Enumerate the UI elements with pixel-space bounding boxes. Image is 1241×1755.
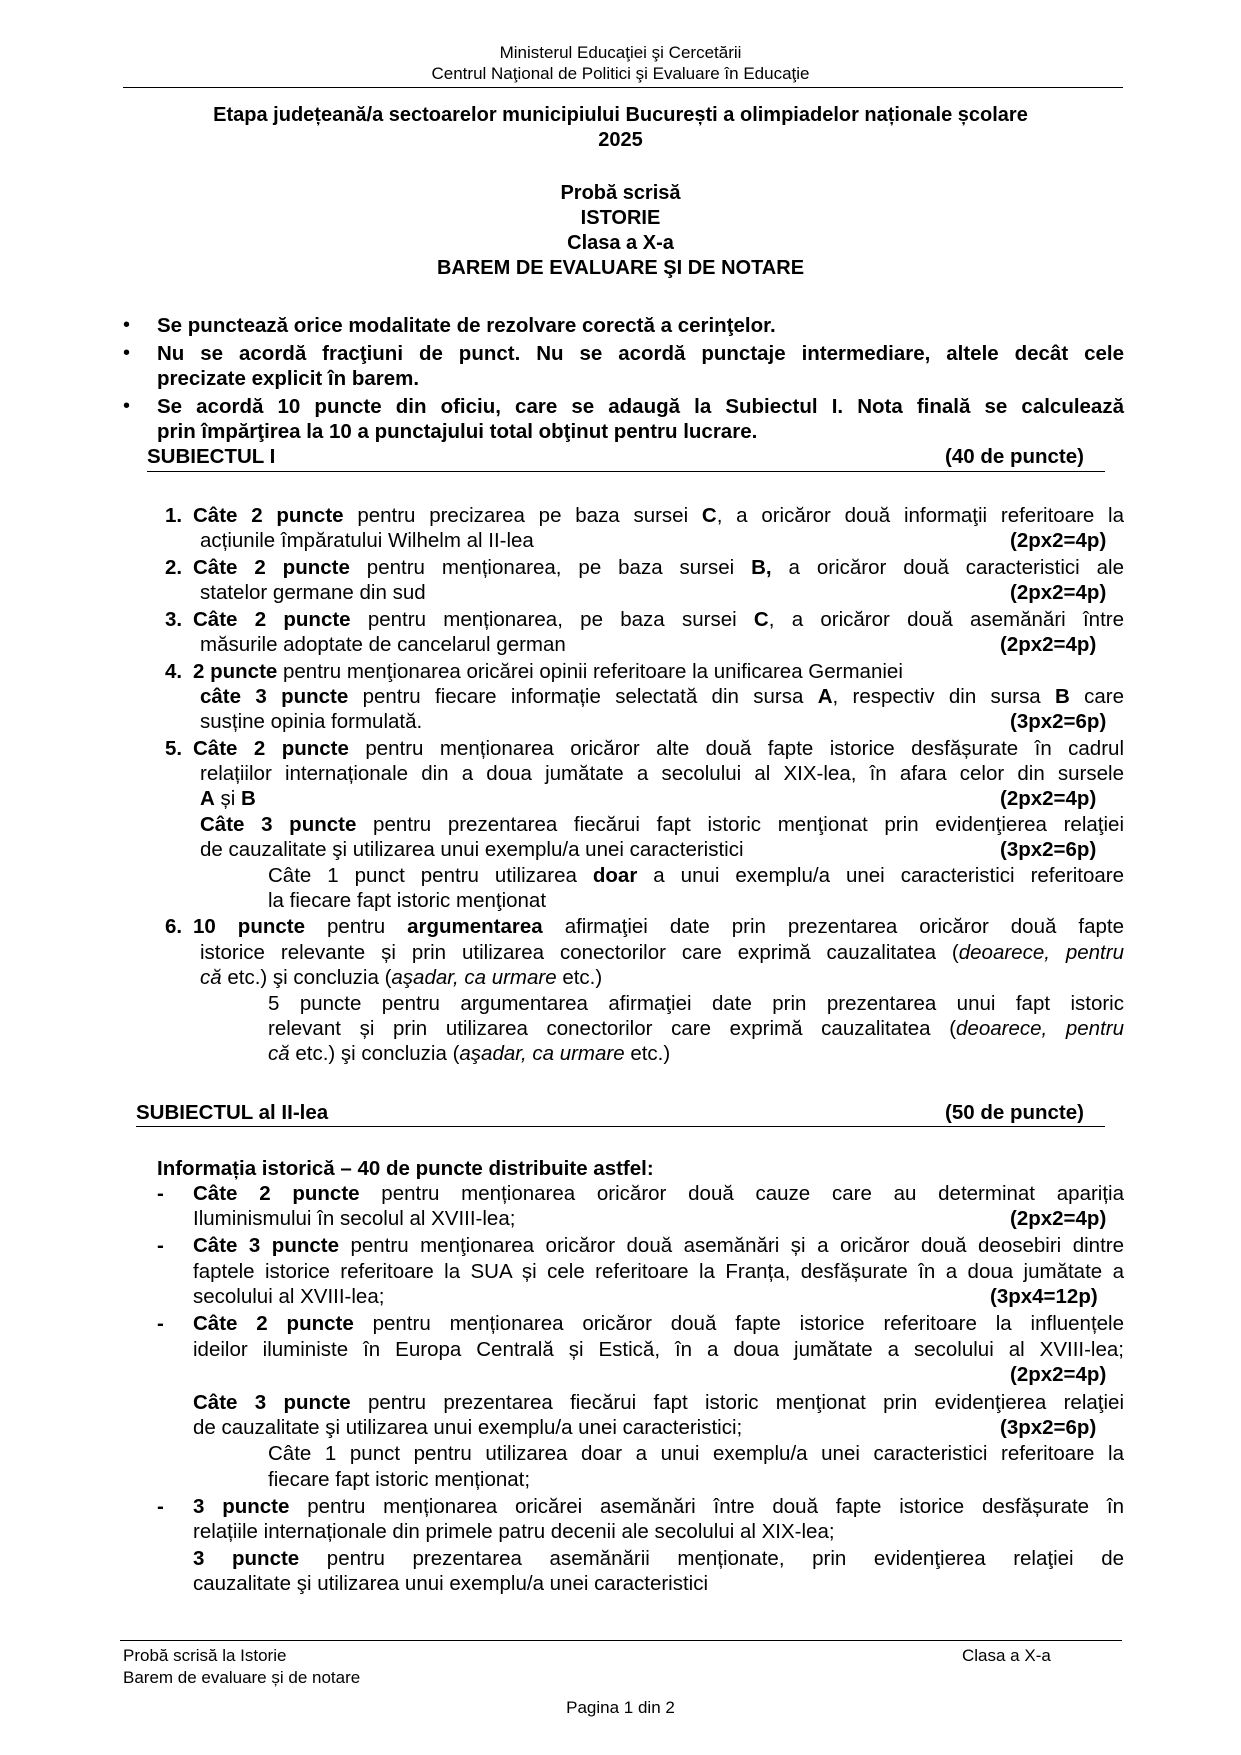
rule-2-line2: precizate explicit în barem. (157, 367, 420, 390)
s2-d3-score-1: (2px2=4p) (1010, 1363, 1107, 1386)
item-3-line2: măsurile adoptate de cancelarul german (200, 633, 566, 656)
s1-underline (147, 471, 1105, 472)
stage-title-line2: 2025 (598, 129, 643, 151)
center-name: Centrul Naţional de Politici şi Evaluare în Educaţie (431, 64, 810, 83)
s2-d4-line4: cauzalitate şi utilizarea unui exemplu/a unei caracteristici (193, 1572, 709, 1595)
item-5-line4: Câte 3 puncte pentru prezentarea fiecărui fapt istoric menţionat prin evidenţierea relaţiei (200, 813, 1124, 836)
item-2-score: (2px2=4p) (1010, 581, 1107, 604)
item-1-line2: acțiunile împăratului Wilhelm al II-lea (200, 529, 534, 552)
item-2-line1: Câte 2 puncte pentru menționarea, pe baza sursei B, a oricăror două caracteristici ale (193, 556, 1124, 579)
s2-d3-sub-line1: Câte 1 punct pentru utilizarea doar a unui exemplu/a unei caracteristici referitoare la (268, 1442, 1124, 1465)
s2-d3-line4: Câte 3 puncte pentru prezentarea fiecărui fapt istoric menţionat prin evidenţierea relaţiei (193, 1391, 1124, 1414)
rule-3-line2: prin împărţirea la 10 a punctajului total obţinut pentru lucrare. (157, 420, 758, 443)
rule-1: Se punctează orice modalitate de rezolvare corectă a cerinţelor. (157, 314, 776, 337)
barem-title: BAREM DE EVALUARE ŞI DE NOTARE (436, 257, 805, 279)
bullet-2: • (123, 342, 131, 364)
item-4-score: (3px2=6p) (1010, 710, 1107, 733)
item-6-line3: că etc.) şi concluzia (aşadar, ca urmare etc.) (200, 966, 603, 989)
item-5-sub-line1: Câte 1 punct pentru utilizarea doar a unui exemplu/a unei caracteristici referitoare (268, 864, 1125, 887)
item-6-sub-line1: 5 puncte pentru argumentarea afirmaţiei date prin prezentarea unui fapt istoric (268, 992, 1124, 1015)
s2-d4-line1: 3 puncte pentru menționarea oricărei asemănări între două fapte istorice desfășurate în (193, 1495, 1124, 1518)
item-5-score-1: (2px2=4p) (1000, 787, 1097, 810)
stage-title-line1: Etapa județeană/a sectoarelor municipiului București a olimpiadelor naționale școlare (213, 104, 1028, 126)
item-5-sub-line2: la fiecare fapt istoric menţionat (268, 889, 547, 912)
s2-intro: Informația istorică – 40 de puncte distribuite astfel: (157, 1157, 654, 1180)
subject-name: ISTORIE (580, 207, 661, 229)
s2-underline (136, 1126, 1105, 1127)
s2-d3-sub-line2: fiecare fapt istoric menționat; (268, 1468, 531, 1491)
page-number: Pagina 1 din 2 (566, 1698, 675, 1717)
s2-d4-line3: 3 puncte pentru prezentarea asemănării menționate, prin evidenţierea relaţiei de (193, 1547, 1124, 1570)
rule-3-line1: Se acordă 10 puncte din oficiu, care se adaugă la Subiectul I. Nota finală se calculează (157, 395, 1124, 418)
item-6-line2: istorice relevante și prin utilizarea conectorilor care exprimă cauzalitatea (deoarece, pentru (200, 941, 1124, 964)
item-4-number: 4. (165, 660, 183, 683)
s2-title: SUBIECTUL al II-lea (136, 1101, 329, 1124)
item-5-score-2: (3px2=6p) (1000, 838, 1097, 861)
s2-d1-line1: Câte 2 puncte pentru menționarea oricăror două cauze care au determinat apariția (193, 1182, 1124, 1205)
dash-4: - (157, 1495, 164, 1518)
grade-name: Clasa a X-a (567, 232, 674, 254)
item-5-number: 5. (165, 737, 183, 760)
item-6-number: 6. (165, 915, 183, 938)
item-1-line1: Câte 2 puncte pentru precizarea pe baza sursei C, a oricăror două informaţii referitoare la (193, 504, 1125, 527)
footer-grade: Clasa a X-a (962, 1646, 1051, 1665)
footer-left-line2: Barem de evaluare și de notare (123, 1668, 361, 1687)
ministry-name: Ministerul Educaţiei şi Cercetării (499, 43, 742, 62)
s2-d2-line2: faptele istorice referitoare la SUA și cele referitoare la Franța, desfășurate în a doua jumătate a (193, 1260, 1124, 1283)
item-5-line1: Câte 2 puncte pentru menționarea oricăror alte două fapte istorice desfășurate în cadrul (193, 737, 1124, 760)
s2-d3-line1: Câte 2 puncte pentru menționarea oricăror două fapte istorice referitoare la influențele (193, 1312, 1124, 1335)
header-divider (123, 87, 1123, 88)
item-5-line5: de cauzalitate şi utilizarea unui exemplu/a unei caracteristici (200, 838, 744, 861)
s2-d3-line5: de cauzalitate şi utilizarea unui exemplu/a unei caracteristici; (193, 1416, 743, 1439)
s2-d4-line2: relațiile internaționale din primele patru decenii ale secolului al XIX-lea; (193, 1520, 835, 1543)
s2-d1-line2: Iluminismului în secolul al XVIII-lea; (193, 1207, 516, 1230)
item-5-line2: relațiilor internaționale din a doua jumătate a secolului al XIX-lea, în afara celor din sursele (200, 762, 1124, 785)
item-1-number: 1. (165, 504, 183, 527)
dash-3: - (157, 1312, 164, 1335)
rule-2-line1: Nu se acordă fracţiuni de punct. Nu se acordă punctaje intermediare, altele decât cele (157, 342, 1124, 365)
s2-d1-score: (2px2=4p) (1010, 1207, 1107, 1230)
dash-1: - (157, 1182, 164, 1205)
footer-left-line1: Probă scrisă la Istorie (123, 1646, 287, 1665)
s2-points: (50 de puncte) (945, 1101, 1084, 1124)
item-4-line1: 2 puncte pentru menţionarea oricărei opinii referitoare la unificarea Germaniei (193, 660, 903, 683)
item-1-score: (2px2=4p) (1010, 529, 1107, 552)
s1-points: (40 de puncte) (945, 445, 1084, 468)
bullet-3: • (123, 395, 131, 417)
s2-d3-line2: ideilor iluministe în Europa Centrală și Estică, în a doua jumătate a secolului al XVIII-lea; (193, 1338, 1124, 1361)
item-5-line3: A și B (200, 787, 256, 810)
footer-divider (120, 1640, 1122, 1641)
item-3-number: 3. (165, 608, 183, 631)
dash-2: - (157, 1234, 164, 1257)
test-type: Probă scrisă (560, 182, 681, 204)
bullet-1: • (123, 314, 131, 336)
item-3-score: (2px2=4p) (1000, 633, 1097, 656)
item-4-line2: câte 3 puncte pentru fiecare informație selectată din sursa A, respectiv din sursa B care (200, 685, 1124, 708)
item-6-sub-line2: relevant și prin utilizarea conectorilor care exprimă cauzalitatea (deoarece, pentru (268, 1017, 1124, 1040)
s2-d2-line1: Câte 3 puncte pentru menţionarea oricăror două asemănări și a oricăror două deosebiri dintre (193, 1234, 1124, 1257)
item-6-sub-line3: că etc.) şi concluzia (aşadar, ca urmare etc.) (268, 1042, 671, 1065)
item-4-line3: susține opinia formulată. (200, 710, 423, 733)
item-2-number: 2. (165, 556, 183, 579)
item-3-line1: Câte 2 puncte pentru menționarea, pe baza sursei C, a oricăror două asemănări între (193, 608, 1125, 631)
s2-d3-score-2: (3px2=6p) (1000, 1416, 1097, 1439)
s1-title: SUBIECTUL I (147, 445, 276, 468)
item-6-line1: 10 puncte pentru argumentarea afirmaţiei date prin prezentarea oricăror două fapte (193, 915, 1124, 938)
s2-d2-score: (3px4=12p) (990, 1285, 1098, 1308)
item-2-line2: statelor germane din sud (200, 581, 426, 604)
s2-d2-line3: secolului al XVIII-lea; (193, 1285, 385, 1308)
